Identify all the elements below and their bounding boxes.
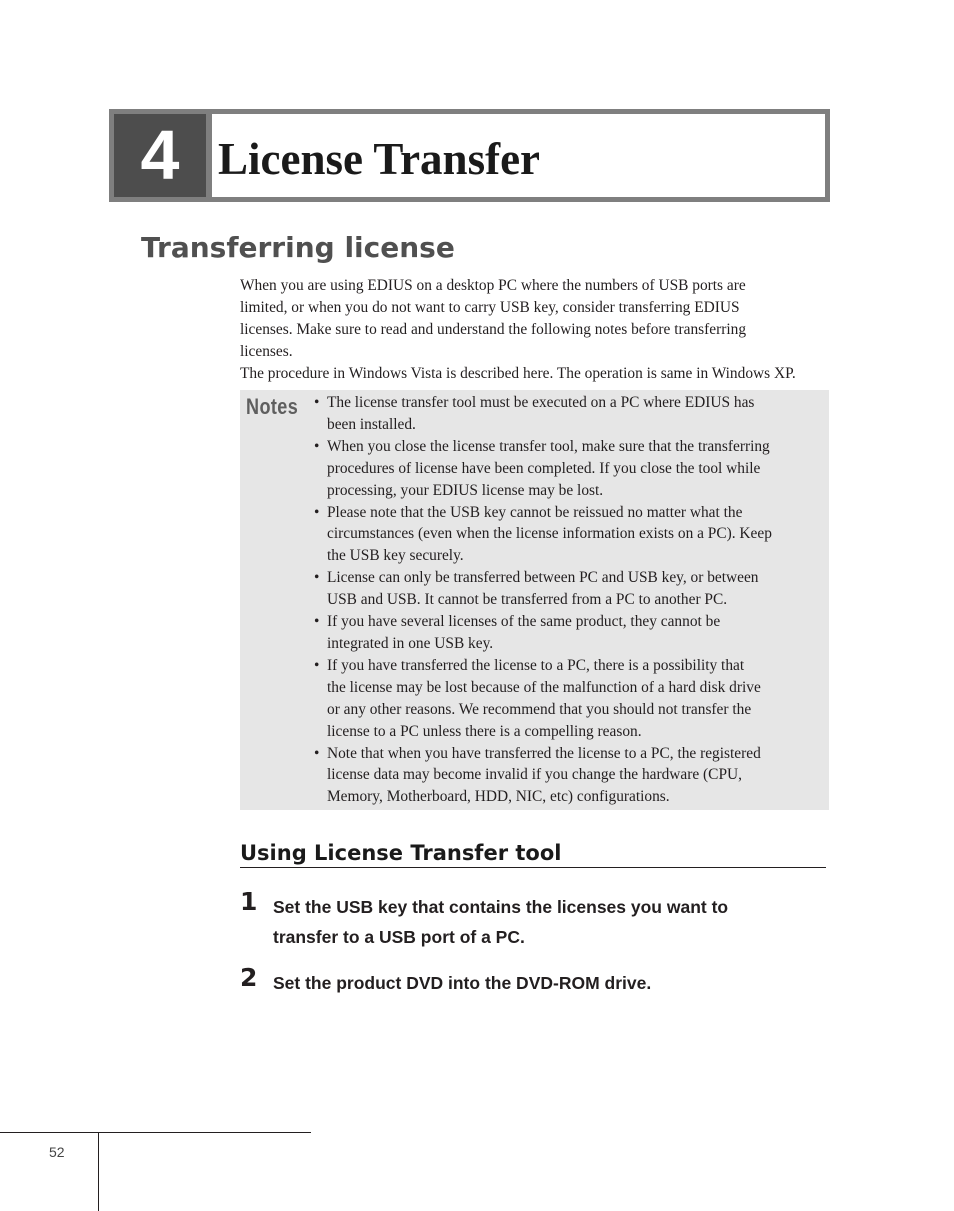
intro-line: limited, or when you do not want to carry USB key, consider transferring EDIUS bbox=[240, 299, 740, 316]
note-line: license to a PC unless there is a compelling reason. bbox=[327, 722, 642, 740]
step-text-1 bbox=[273, 892, 833, 952]
note-line: USB and USB. It cannot be transferred from a PC to another PC. bbox=[327, 591, 728, 609]
note-line: • If you have transferred the license to a PC, there is a possibility that bbox=[327, 656, 745, 674]
chapter-number: 4 bbox=[114, 114, 206, 197]
notes-list bbox=[314, 392, 824, 808]
section-title: Transferring license bbox=[141, 231, 455, 264]
note-item bbox=[314, 611, 824, 655]
note-line: procedures of license have been completed. If you close the tool while bbox=[327, 459, 761, 477]
intro-line: licenses. Make sure to read and understand the following notes before transferring bbox=[240, 321, 747, 338]
step-line: Set the product DVD into the DVD-ROM drive. bbox=[273, 973, 652, 993]
footer-rule-horizontal bbox=[0, 1132, 311, 1133]
note-item bbox=[314, 502, 824, 568]
intro-paragraph bbox=[240, 275, 840, 385]
note-line: • The license transfer tool must be executed on a PC where EDIUS has bbox=[327, 394, 755, 411]
note-line: the USB key securely. bbox=[327, 547, 464, 565]
chapter-title: License Transfer bbox=[218, 134, 541, 184]
page-number: 52 bbox=[49, 1144, 65, 1160]
chapter-banner bbox=[109, 109, 830, 202]
note-line: • If you have several licenses of the same product, they cannot be bbox=[327, 613, 721, 631]
step-text-2 bbox=[273, 968, 833, 998]
step-line: Set the USB key that contains the licenses you want to bbox=[273, 897, 729, 917]
intro-line: When you are using EDIUS on a desktop PC where the numbers of USB ports are bbox=[240, 277, 746, 294]
note-item bbox=[314, 743, 824, 809]
note-line: circumstances (even when the license information exists on a PC). Keep bbox=[327, 525, 772, 543]
note-line: • When you close the license transfer tool, make sure that the transferring bbox=[327, 437, 770, 455]
note-line: • Please note that the USB key cannot be reissued no matter what the bbox=[327, 503, 743, 521]
intro-line: The procedure in Windows Vista is described here. The operation is same in Windows XP. bbox=[240, 365, 796, 382]
note-line: been installed. bbox=[327, 415, 416, 433]
subsection-title: Using License Transfer tool bbox=[240, 839, 826, 868]
note-item bbox=[314, 392, 824, 436]
footer-rule-vertical bbox=[98, 1132, 99, 1211]
notes-box bbox=[240, 390, 829, 810]
note-line: integrated in one USB key. bbox=[327, 634, 494, 652]
note-line: the license may be lost because of the malfunction of a hard disk drive bbox=[327, 678, 761, 696]
chapter-title-box bbox=[212, 114, 825, 197]
note-line: • Note that when you have transferred the license to a PC, the registered bbox=[327, 744, 761, 762]
note-line: processing, your EDIUS license may be lost. bbox=[327, 481, 604, 499]
note-line: • License can only be transferred between PC and USB key, or between bbox=[327, 569, 759, 587]
intro-line: licenses. bbox=[240, 343, 293, 360]
note-line: Memory, Motherboard, HDD, NIC, etc) configurations. bbox=[327, 788, 670, 806]
step-number-1: 1 bbox=[240, 887, 258, 916]
note-item bbox=[314, 655, 824, 743]
notes-label: Notes bbox=[246, 394, 299, 419]
note-item bbox=[314, 567, 824, 611]
note-line: license data may become invalid if you change the hardware (CPU, bbox=[327, 766, 742, 784]
step-number-2: 2 bbox=[240, 963, 258, 992]
note-item bbox=[314, 436, 824, 502]
note-line: or any other reasons. We recommend that you should not transfer the bbox=[327, 700, 752, 718]
step-line: transfer to a USB port of a PC. bbox=[273, 927, 525, 947]
